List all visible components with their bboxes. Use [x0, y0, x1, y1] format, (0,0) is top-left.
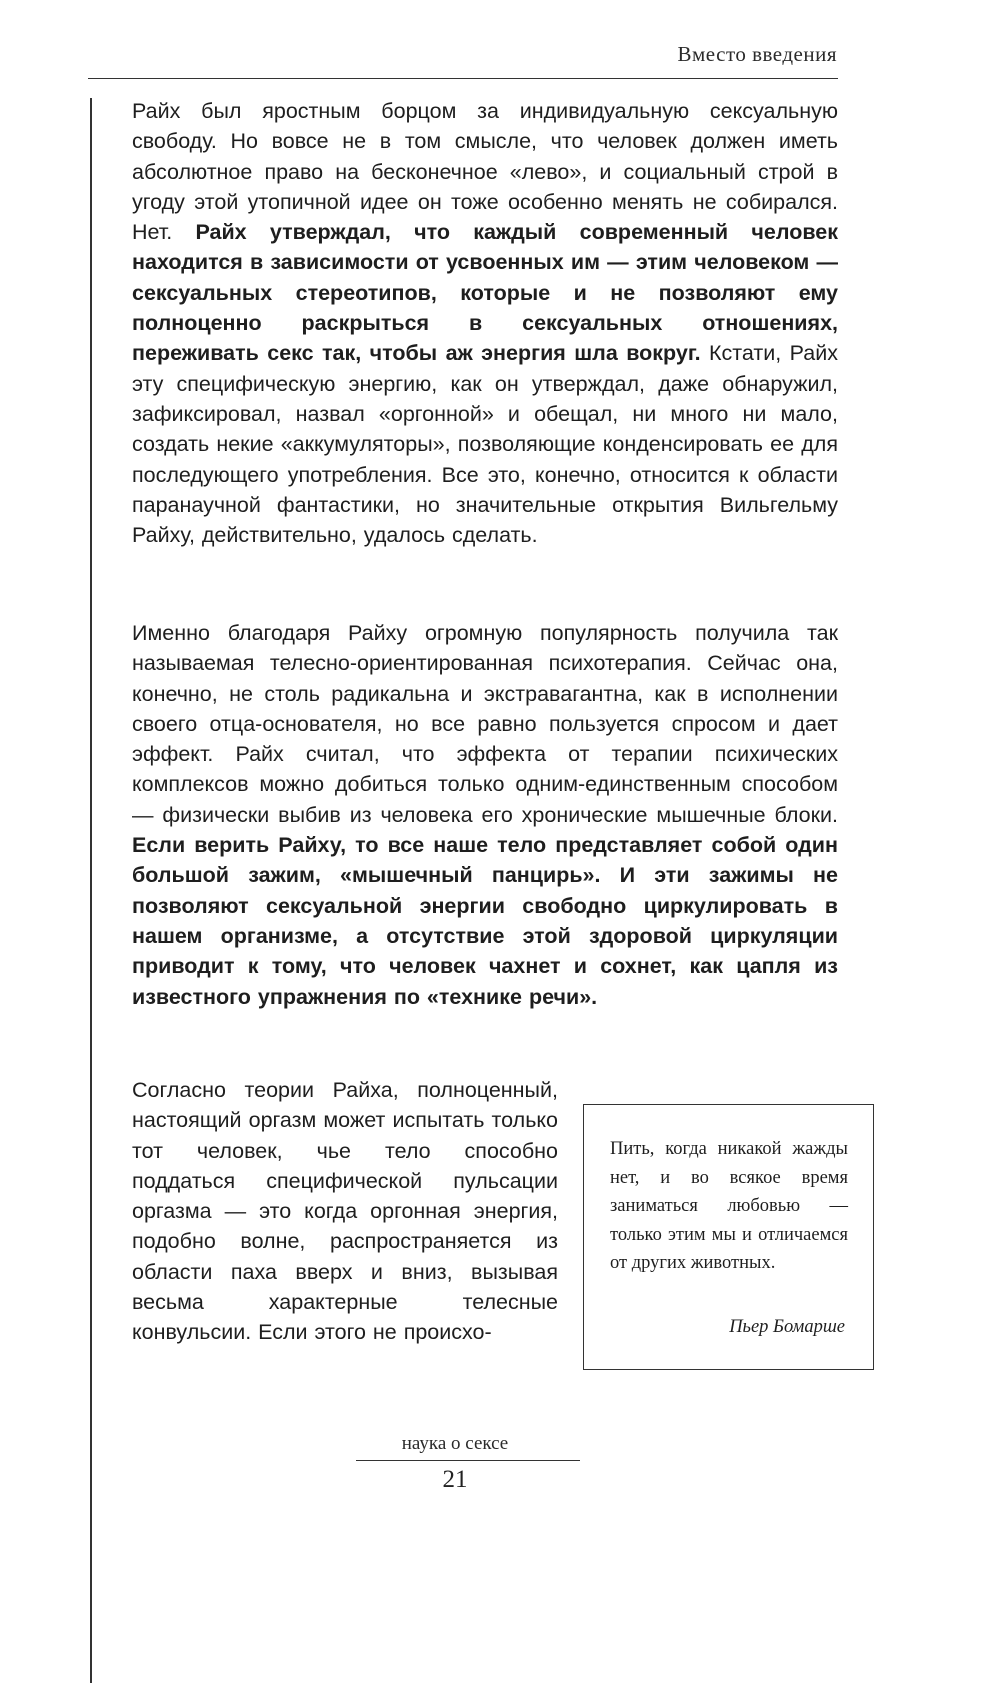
quote-text: Пить, когда никакой жажды нет, и во всякое время заниматься любовью — только этим мы и отличаемся от других животных. — [610, 1139, 848, 1273]
paragraph-3-text: Согласно теории Райха, полноценный, настоящий оргазм может испытать только тот человек, чье тело способно поддаться специфической пульсации оргазма — это когда оргонная энергия, подобно волне, распространяется из области паха вверх и вниз, вызывая весьма характерные телесные конвульсии. Если этого не происхо- — [132, 1078, 558, 1345]
paragraph-2 — [132, 618, 838, 1012]
paragraph-1 — [132, 96, 838, 550]
paragraph-2-bold: Если верить Райху, то все наше тело представляет собой один большой зажим, «мышечный панцирь». И эти зажимы не позволяют сексуальной энергии свободно циркулировать в нашем организме, а отсутствие этой здоровой циркуляции приводит к тому, что человек чахнет и сохнет, как цапля из известного упражнения по «технике речи». — [132, 833, 838, 1009]
quote-author: Пьер Бомарше — [729, 1317, 845, 1337]
paragraph-3 — [132, 1075, 558, 1348]
paragraph-2-text: Именно благодаря Райху огромную популярность получила так называемая телесно-ориентированная психотерапия. Сейчас она, конечно, не столь радикальна и экстравагантна, как в исполнении своего отца-основателя, но все равно пользуется спросом и дает эффект. Райх считал, что эффекта от терапии психических комплексов можно добиться только одним-единственным способом — физически выбив из человека его хронические мышечные блоки. — [132, 621, 838, 827]
margin-bar — [90, 98, 92, 1683]
page-number: 21 — [442, 1466, 468, 1493]
footer-label: наука о сексе — [401, 1433, 509, 1454]
paragraph-1-bold: Райх утверждал, что каждый современный человек находится в зависимости от усвоенных им — этим человеком — сексуальных стереотипов, которые и не позволяют ему полноценно раскрыться в сексуальных отношениях, переживать секс так, чтобы аж энергия шла вокруг. — [132, 220, 838, 366]
running-header: Вместо введения — [677, 42, 837, 66]
paragraph-1-text-end: Кстати, Райх эту специфическую энергию, как он утверждал, даже обнаружил, зафиксировал, назвал «оргонной» и обещал, ни много ни мало, создать некие «аккумуляторы», позволяющие конденсировать ее для последующего употребления. Все это, конечно, относится к области паранаучной фантастики, но значительные открытия Вильгельму Райху, действительно, удалось сделать. — [132, 341, 838, 548]
header-rule — [88, 78, 838, 79]
paragraph-1-text: Райх был яростным борцом за индивидуальную сексуальную свободу. Но вовсе не в том смысле, что человек должен иметь абсолютное право на бесконечное «лево», и социальный строй в угоду этой утопичной идее он тоже особенно менять не собирался. Нет. — [132, 99, 838, 245]
footer-rule — [356, 1460, 580, 1461]
quote-box — [583, 1104, 874, 1370]
